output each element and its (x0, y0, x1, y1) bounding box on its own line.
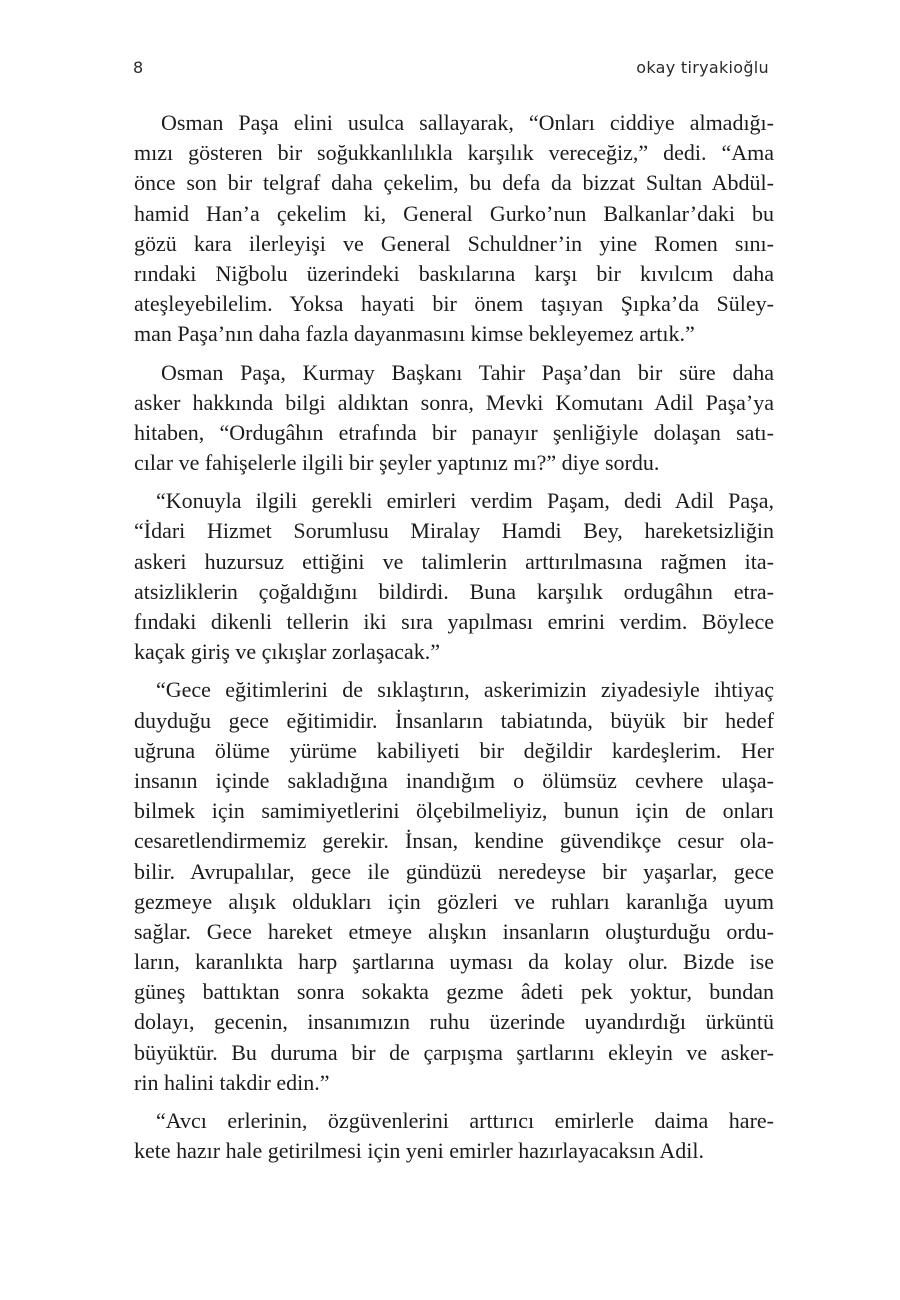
text-line: askeri huzursuz ettiğini ve talimlerin arttırılmasına rağmen ita- (134, 548, 774, 574)
text-line: duyduğu gece eğitimidir. İnsanların tabiatında, büyük bir hedef (134, 707, 774, 733)
text-line: ların, karanlıkta harp şartlarına uyması da kolay olur. Bizde ise (134, 949, 774, 975)
text-line: bilir. Avrupalılar, gece ile gündüzü neredeyse bir yaşarlar, gece (134, 858, 774, 884)
text-line: ateşleyebilelim. Yoksa hayati bir önem taşıyan Şıpka’da Süley- (134, 291, 774, 317)
body-text (134, 108, 774, 1174)
text-line: sağlar. Gece hareket etmeye alışkın insanların oluşturduğu ordu- (134, 918, 774, 944)
text-line: Osman Paşa, Kurmay Başkanı Tahir Paşa’dan bir süre daha (161, 359, 774, 385)
text-line: büyüktür. Bu duruma bir de çarpışma şartlarını ekleyin ve asker- (134, 1039, 774, 1065)
text-line: Osman Paşa elini usulca sallayarak, “Onları ciddiye almadığı- (161, 110, 774, 135)
text-line: insanın içinde sakladığına inandığım o ölümsüz cevhere ulaşa- (134, 767, 774, 793)
text-line: “Gece eğitimlerini de sıklaştırın, askerimizin ziyadesiyle ihtiyaç (156, 677, 774, 703)
paragraph (134, 1106, 774, 1166)
paragraph (134, 108, 774, 350)
text-line: asker hakkında bilgi aldıktan sonra, Mevki Komutanı Adil Paşa’ya (134, 389, 774, 415)
text-line: gözü kara ilerleyişi ve General Schuldner’in yine Romen sını- (134, 230, 774, 256)
paragraph (134, 358, 774, 479)
text-line: cesaretlendirmemiz gerekir. İnsan, kendine güvendikçe cesur ola- (134, 828, 774, 854)
text-line: güneş battıktan sonra sokakta gezme âdeti pek yoktur, bundan (134, 979, 774, 1005)
text-line: man Paşa’nın daha fazla dayanmasını kimse bekleyemez artık.” (134, 321, 695, 347)
page-number: 8 (133, 58, 144, 77)
text-line: rındaki Niğbolu üzerindeki baskılarına karşı bir kıvılcım daha (134, 260, 774, 286)
text-line: önce son bir telgraf daha çekelim, bu defa da bizzat Sultan Abdül- (134, 170, 774, 196)
paragraph (134, 486, 774, 667)
text-line: rin halini takdir edin.” (134, 1069, 330, 1095)
text-line: kete hazır hale getirilmesi için yeni emirler hazırlayacaksın Adil. (134, 1138, 704, 1164)
text-line: bilmek için samimiyetlerini ölçebilmeliyiz, bunun için de onları (134, 798, 774, 824)
paragraph (134, 675, 774, 1098)
text-line: hitaben, “Ordugâhın etrafında bir panayır şenliğiyle dolaşan satı- (134, 419, 774, 445)
text-line: atsizliklerin çoğaldığını bildirdi. Buna karşılık ordugâhın etra- (134, 578, 774, 604)
text-line: “İdari Hizmet Sorumlusu Miralay Hamdi Bey, hareketsizliğin (134, 518, 774, 544)
text-line: kaçak giriş ve çıkışlar zorlaşacak.” (134, 639, 441, 665)
running-head-author: okay tiryakioğlu (636, 58, 769, 77)
page-header (133, 58, 769, 82)
text-line: “Konuyla ilgili gerekli emirleri verdim Paşam, dedi Adil Paşa, (156, 488, 774, 514)
text-line: “Avcı erlerinin, özgüvenlerini arttırıcı emirlerle daima hare- (156, 1108, 774, 1133)
text-line: dolayı, gecenin, insanımızın ruhu üzerinde uyandırdığı ürküntü (134, 1009, 774, 1035)
text-line: gezmeye alışık oldukları için gözleri ve ruhları karanlığa uyum (134, 888, 774, 914)
text-line: hamid Han’a çekelim ki, General Gurko’nun Balkanlar’daki bu (134, 200, 774, 226)
text-line: fındaki dikenli tellerin iki sıra yapılması emrini verdim. Böylece (134, 609, 774, 634)
text-line: cılar ve fahişelerle ilgili bir şeyler yaptınız mı?” diye sordu. (134, 450, 660, 476)
text-line: uğruna ölüme yürüme kabiliyeti bir değildir kardeşlerim. Her (134, 737, 774, 763)
text-line: mızı gösteren bir soğukkanlılıkla karşılık vereceğiz,” dedi. “Ama (134, 140, 774, 166)
